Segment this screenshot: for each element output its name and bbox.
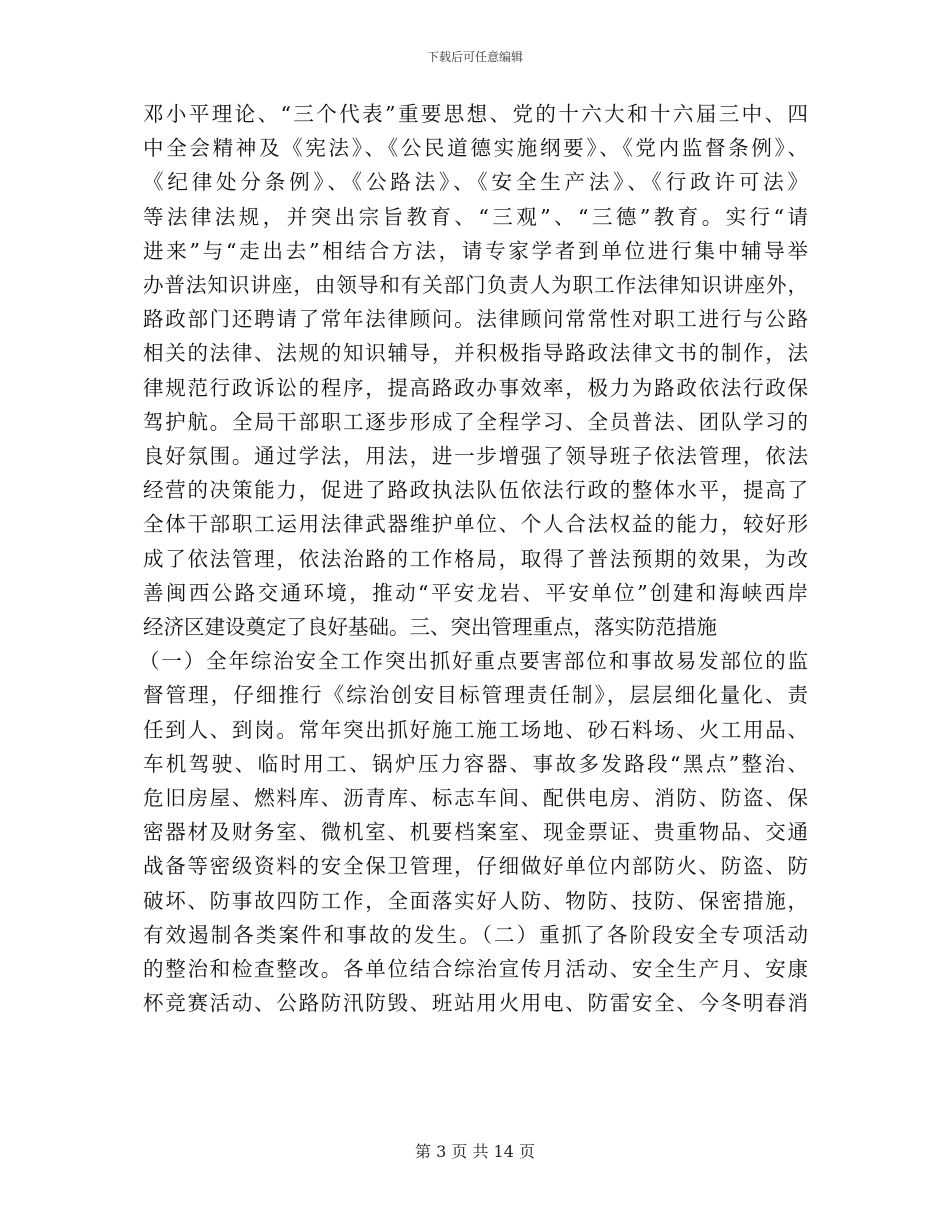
body-line: 密器材及财务室、微机室、机要档案室、现金票证、贵重物品、交通 <box>143 820 808 845</box>
document-body <box>139 97 808 1020</box>
body-line: 的整治和检查整改。各单位结合综治宣传月活动、安全生产月、安康 <box>143 957 808 982</box>
body-line: 危旧房屋、燃料库、沥青库、标志车间、配供电房、消防、防盗、保 <box>143 786 808 811</box>
page-header-note: 下载后可任意编辑 <box>426 50 523 64</box>
body-line: 邓小平理论、“三个代表”重要思想、党的十六大和十六届三中、四 <box>143 102 808 126</box>
body-line: 车机驾驶、临时用工、锅炉压力容器、事故多发路段“黑点”整治、 <box>143 751 808 776</box>
body-line: 有效遏制各类案件和事故的发生。（二）重抓了各阶段安全专项活动 <box>143 922 808 947</box>
body-line: 经营的决策能力，促进了路政执法队伍依法行政的整体水平，提高了 <box>143 478 808 503</box>
body-line: （一）全年综治安全工作突出抓好重点要害部位和事故易发部位的监 <box>139 649 808 674</box>
body-line: 《纪律处分条例》、《公路法》、《安全生产法》、《行政许可法》 <box>143 170 808 195</box>
page-number-footer: 第 3 页 共 14 页 <box>415 1142 535 1161</box>
body-line: 成了依法管理，依法治路的工作格局，取得了普法预期的效果，为改 <box>143 546 808 571</box>
body-line: 良好氛围。通过学法，用法，进一步增强了领导班子依法管理，依法 <box>143 444 808 469</box>
body-line: 中全会精神及《宪法》、《公民道德实施纲要》、《党内监督条例》、 <box>143 136 808 161</box>
body-line: 全体干部职工运用法律武器维护单位、个人合法权益的能力，较好形 <box>143 512 808 537</box>
body-line: 驾护航。全局干部职工逐步形成了全程学习、全员普法、团队学习的 <box>143 409 808 434</box>
body-line: 相关的法律、法规的知识辅导，并积极指导路政法律文书的制作，法 <box>143 341 808 366</box>
body-line: 办普法知识讲座，由领导和有关部门负责人为职工作法律知识讲座外， <box>143 273 808 298</box>
body-line: 督管理，仔细推行《综治创安目标管理责任制》，层层细化量化、责 <box>143 683 808 708</box>
body-line: 经济区建设奠定了良好基础。三、突出管理重点，落实防范措施 <box>143 615 717 640</box>
body-line: 律规范行政诉讼的程序，提高路政办事效率，极力为路政依法行政保 <box>143 375 808 400</box>
body-line: 杯竞赛活动、公路防汛防毁、班站用火用电、防雷安全、今冬明春消 <box>143 991 808 1016</box>
body-line: 破坏、防事故四防工作，全面落实好人防、物防、技防、保密措施， <box>143 888 808 913</box>
body-line: 善闽西公路交通环境，推动“平安龙岩、平安单位”创建和海峡西岸 <box>143 580 808 605</box>
body-line: 进来”与“走出去”相结合方法，请专家学者到单位进行集中辅导举 <box>143 238 808 263</box>
body-line: 等法律法规，并突出宗旨教育、“三观”、“三德”教育。实行“请 <box>143 204 808 229</box>
body-line: 路政部门还聘请了常年法律顾问。法律顾问常常性对职工进行与公路 <box>143 307 808 332</box>
body-line: 战备等密级资料的安全保卫管理，仔细做好单位内部防火、防盗、防 <box>143 854 808 879</box>
body-line: 任到人、到岗。常年突出抓好施工施工场地、砂石料场、火工用品、 <box>143 717 808 742</box>
